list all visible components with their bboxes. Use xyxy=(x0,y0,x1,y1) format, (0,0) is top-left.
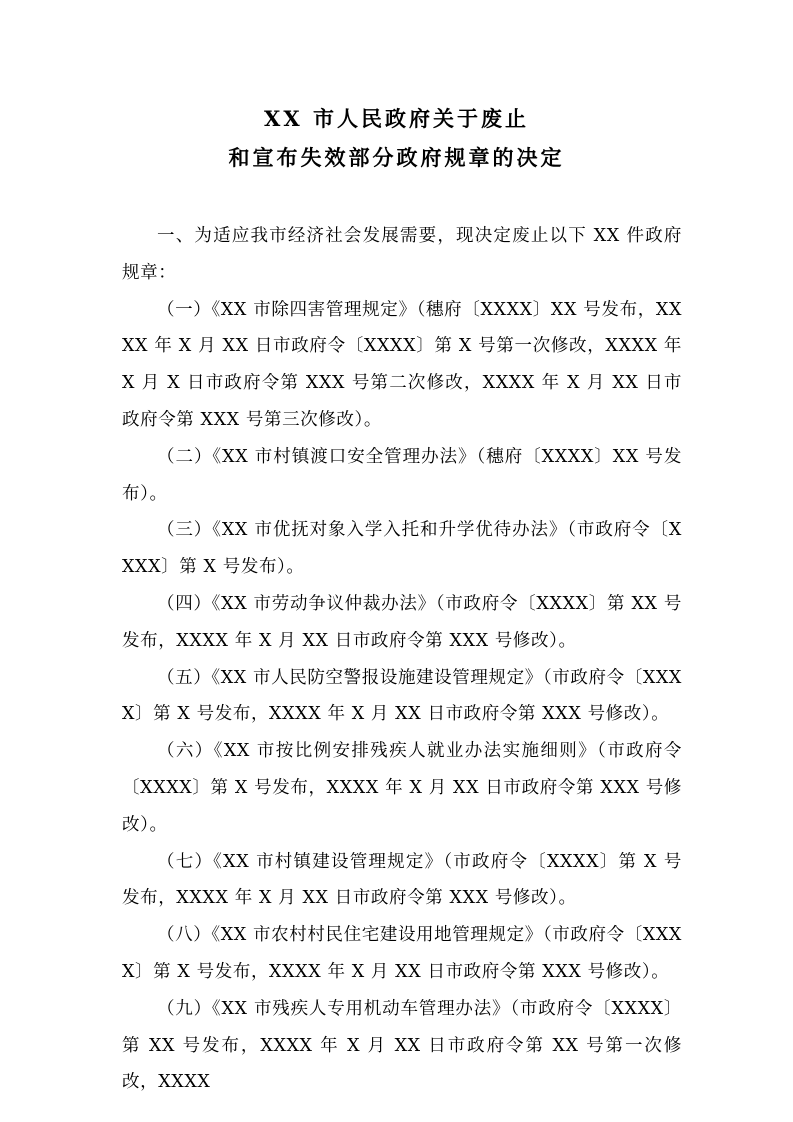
list-item: （七）《XX 市村镇建设管理规定》（市政府令〔XXXX〕第 X 号发布，XXXX 年 X 月 XX 日市政府令第 XXX 号修改）。 xyxy=(122,851,682,909)
list-item: （八）《XX 市农村村民住宅建设用地管理规定》（市政府令〔XXXX〕第 X 号发布，XXXX 年 X 月 XX 日市政府令第 XXX 号修改）。 xyxy=(122,925,682,982)
intro-paragraph: 一、为适应我市经济社会发展需要，现决定废止以下 XX 件政府规章： xyxy=(122,226,682,283)
list-item: （九）《XX 市残疾人专用机动车管理办法》（市政府令〔XXXX〕第 XX 号发布，XXXX 年 X 月 XX 日市政府令第 XX 号第一次修改，XXXX xyxy=(122,998,682,1093)
list-item: （六）《XX 市按比例安排残疾人就业办法实施细则》（市政府令〔XXXX〕第 X 号发布，XXXX 年 X 月 XX 日市政府令第 XXX 号修改）。 xyxy=(122,741,682,835)
document-body xyxy=(122,218,682,1101)
list-item: （三）《XX 市优抚对象入学入托和升学优待办法》（市政府令〔XXXX〕第 X 号发布）。 xyxy=(122,520,682,578)
document-title-line-1: XX 市人民政府关于废止 xyxy=(264,106,529,131)
document-title-line-2: 和宣布失效部分政府规章的决定 xyxy=(228,145,565,170)
list-item: （四）《XX 市劳动争议仲裁办法》（市政府令〔XXXX〕第 XX 号发布，XXXX 年 X 月 XX 日市政府令第 XXX 号修改）。 xyxy=(122,593,682,651)
list-item: （五）《XX 市人民防空警报设施建设管理规定》（市政府令〔XXXX〕第 X 号发布，XXXX 年 X 月 XX 日市政府令第 XXX 号修改）。 xyxy=(122,667,682,725)
list-item: （二）《XX 市村镇渡口安全管理办法》（穗府〔XXXX〕XX 号发布）。 xyxy=(122,446,682,504)
list-item: （一）《XX 市除四害管理规定》（穗府〔XXXX〕XX 号发布，XXXX 年 X 月 XX 日市政府令〔XXXX〕第 X 号第一次修改，XXXX 年 X 月 X 日市政府令第 XXX 号第二次修改，XXXX 年 X 月 XX 日市政府令第 XXX 号第三次修改）。 xyxy=(122,299,682,430)
